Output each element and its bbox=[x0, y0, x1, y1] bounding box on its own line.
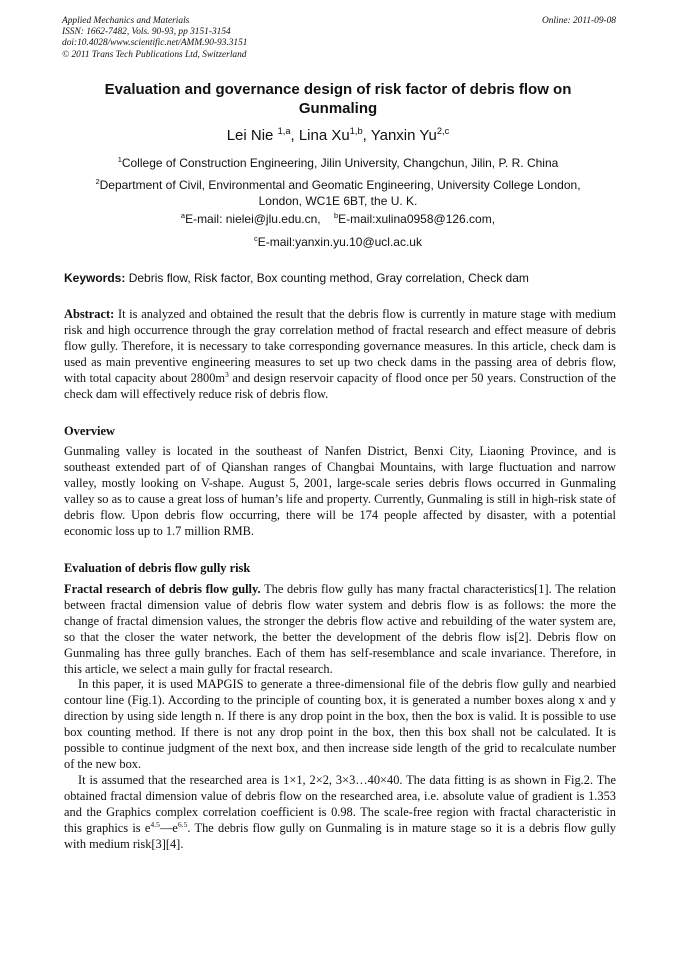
evaluation-paragraph-1 bbox=[64, 582, 616, 677]
paragraph-3-text-a: It is assumed that the researched area is 1×1, 2×2, 3×3…40×40. The data fitting is as shown in Fig.2. The obtained fractal dimension value of debris flow on the researched area, i.e. absolute value of gradient is 1.353 and the Graphics complex correlation coefficient is 0.98. The scale-free region with fractal characteristic in this graphics is e bbox=[64, 772, 616, 835]
email-c-sup: c bbox=[254, 234, 258, 243]
email-a: E-mail: nielei@jlu.edu.cn, bbox=[185, 212, 321, 226]
email-b: E-mail:xulina0958@126.com, bbox=[338, 212, 496, 226]
paper-title bbox=[60, 80, 616, 118]
copyright-line: © 2011 Trans Tech Publications Ltd, Switzerland bbox=[62, 49, 247, 60]
title-line-1: Evaluation and governance design of risk factor of debris flow on bbox=[104, 81, 572, 98]
online-date: Online: 2011-09-08 bbox=[541, 16, 616, 26]
paragraph-3-sup-2: 6.5 bbox=[177, 819, 188, 829]
emails-line-1 bbox=[60, 211, 616, 227]
evaluation-heading: Evaluation of debris flow gully risk bbox=[64, 561, 251, 575]
abstract-text-1: It is analyzed and obtained the result that the debris flow is currently in mature stage with medium risk and high occurrence through the gray correlation method of fractal research and effect measure of debris flow gully. Therefore, it is necessary to take corresponding governance measures. In this article, check dam is used as main preventive engineering measures to set up two check dams in the passing area of debris flow, with total capacity about 2800m bbox=[64, 307, 616, 385]
evaluation-paragraph-3 bbox=[64, 773, 616, 853]
title-line-2: Gunmaling bbox=[298, 100, 378, 117]
email-a-sup: a bbox=[180, 211, 186, 220]
affiliation-2-line-1: Department of Civil, Environmental and Geomatic Engineering, University College London, bbox=[99, 178, 581, 192]
affiliation-2-line-2: London, WC1E 6BT, the U. K. bbox=[258, 194, 418, 208]
affiliation-2 bbox=[60, 177, 616, 209]
authors bbox=[60, 127, 616, 144]
keywords-text: Debris flow, Risk factor, Box counting method, Gray correlation, Check dam bbox=[125, 271, 529, 285]
fractal-research-text: The debris flow gully has many fractal characteristics[1]. The relation between fractal dimension value of debris flow water system and debris flow is as follows: the more the change of fractal dimension values, the stronger the debris flow active and rebuilding of the water system are, so that the closer the water network, the better the development of the debris flow is[2]. Debris flow on Gunmaling has three gully branches. Each of them has self-resemblance and scale invariance. Therefore, in this article, we select a main gully for fractal research. bbox=[64, 582, 616, 676]
affiliation-1-sup: 1 bbox=[117, 155, 122, 164]
journal-header bbox=[62, 16, 616, 61]
doi-line: doi:10.4028/www.scientific.net/AMM.90-93.3151 bbox=[62, 38, 248, 49]
issn-line: ISSN: 1662-7482, Vols. 90-93, pp 3151-3154 bbox=[62, 27, 231, 38]
affiliation-1 bbox=[60, 155, 616, 171]
paragraph-3-text-c: . The debris flow gully on Gunmaling is in mature stage so it is a debris flow gully with medium risk[3][4]. bbox=[64, 820, 617, 851]
affiliation-2-sup: 2 bbox=[95, 177, 100, 186]
keywords bbox=[64, 271, 616, 285]
paragraph-3-text-b: —e bbox=[159, 820, 178, 835]
author-2-sup: 1,b bbox=[349, 126, 363, 136]
evaluation-body bbox=[64, 582, 616, 852]
author-3: , Yanxin Yu bbox=[362, 127, 437, 144]
overview-text: Gunmaling valley is located in the southeast of Nanfen District, Benxi City, Liaoning Province, and is southeast extended part of of Qianshan ranges of Changbai Mountains, with large fluctuation and narrow valley, mostly looking on V-shape. August 5, 2001, large-scale series debris flows occurred in Gunmaling valley so as to cause a great loss of human’s life and property. Currently, Gunmaling is still in high-risk state of debris flow. Upon debris flow occurring, there will be 174 people affected by disaster, with a potential economic loss up to 1.7 million RMB. bbox=[64, 444, 616, 538]
email-b-sup: b bbox=[333, 211, 339, 220]
keywords-label: Keywords: bbox=[64, 271, 126, 285]
abstract-text-2: and design reservoir capacity of flood once per 50 years. Construction of the check dam will effectively reduce risk of debris flow. bbox=[64, 370, 616, 401]
overview-heading: Overview bbox=[64, 424, 115, 438]
evaluation-paragraph-2: In this paper, it is used MAPGIS to generate a three-dimensional file of the debris flow gully and nearbied contour line (Fig.1). According to the principle of counting box, it is generated a number boxes along x and y direction by using side length n. If there is any drop point in the box, then the box is valid. It is possible to use box counting method. If there is not any drop point in the box, then this box shall not be calculated. It is possible to continue judgment of the next box, and then increase side length of the grid to recalculate number of the new box. bbox=[64, 677, 616, 771]
author-1: Lei Nie bbox=[226, 127, 278, 144]
abstract-sup: 3 bbox=[225, 369, 229, 379]
journal-name: Applied Mechanics and Materials bbox=[62, 16, 190, 26]
fractal-research-label: Fractal research of debris flow gully. bbox=[64, 582, 261, 596]
paragraph-3-sup-1: 4.5 bbox=[150, 819, 160, 829]
abstract-label: Abstract: bbox=[64, 307, 115, 321]
author-1-sup: 1,a bbox=[277, 126, 291, 136]
author-3-sup: 2,c bbox=[436, 126, 450, 136]
email-c: E-mail:yanxin.yu.10@ucl.ac.uk bbox=[257, 235, 422, 249]
emails-line-2 bbox=[60, 234, 616, 250]
author-2: , Lina Xu bbox=[290, 127, 350, 144]
affiliation-1-text: College of Construction Engineering, Jilin University, Changchun, Jilin, P. R. China bbox=[121, 156, 559, 170]
abstract bbox=[64, 307, 616, 402]
